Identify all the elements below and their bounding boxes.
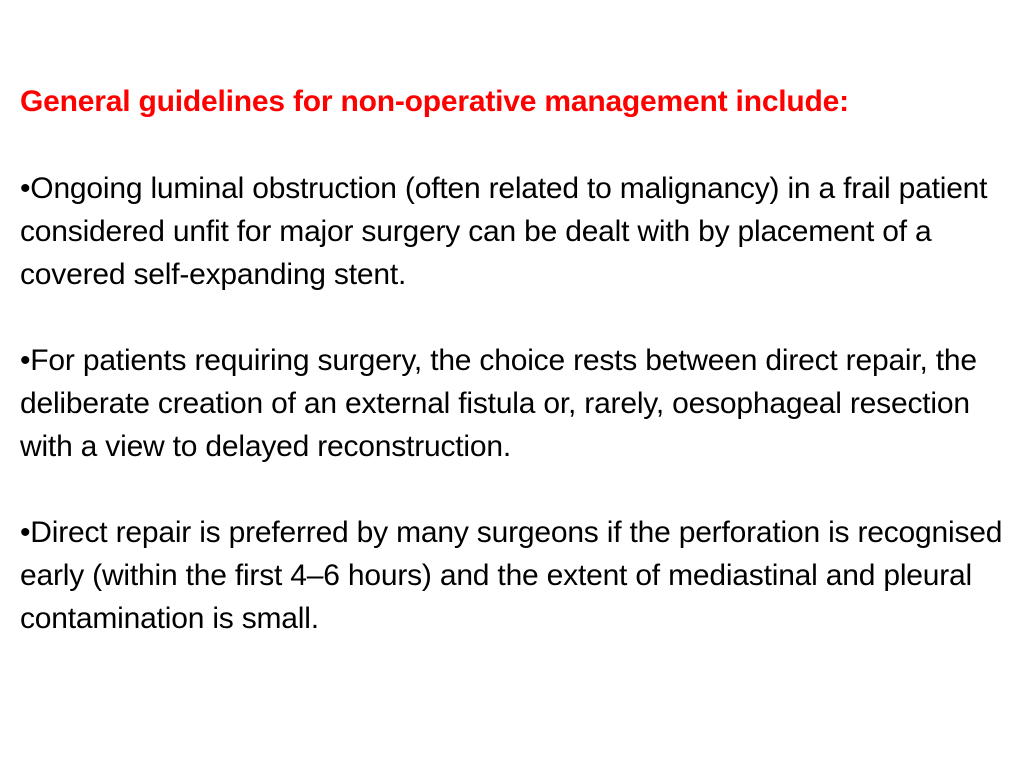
bullet-direct-repair: •Direct repair is preferred by many surgeons if the perforation is recognised early (within the first 4–6 hours) and the extent of mediastinal and pleural contamination is small. [20,516,1003,635]
bullet-surgery-choice: •For patients requiring surgery, the choice rests between direct repair, the deliberate creation of an external fistula or, rarely, oesophageal resection with a view to delayed reconstruction. [20,344,977,463]
slide-heading: General guidelines for non-operative management include: [20,85,849,118]
slide-content [20,80,1010,640]
bullet-stent: •Ongoing luminal obstruction (often related to malignancy) in a frail patient considered unfit for major surgery can be dealt with by placement of a covered self-expanding stent. [20,172,988,291]
